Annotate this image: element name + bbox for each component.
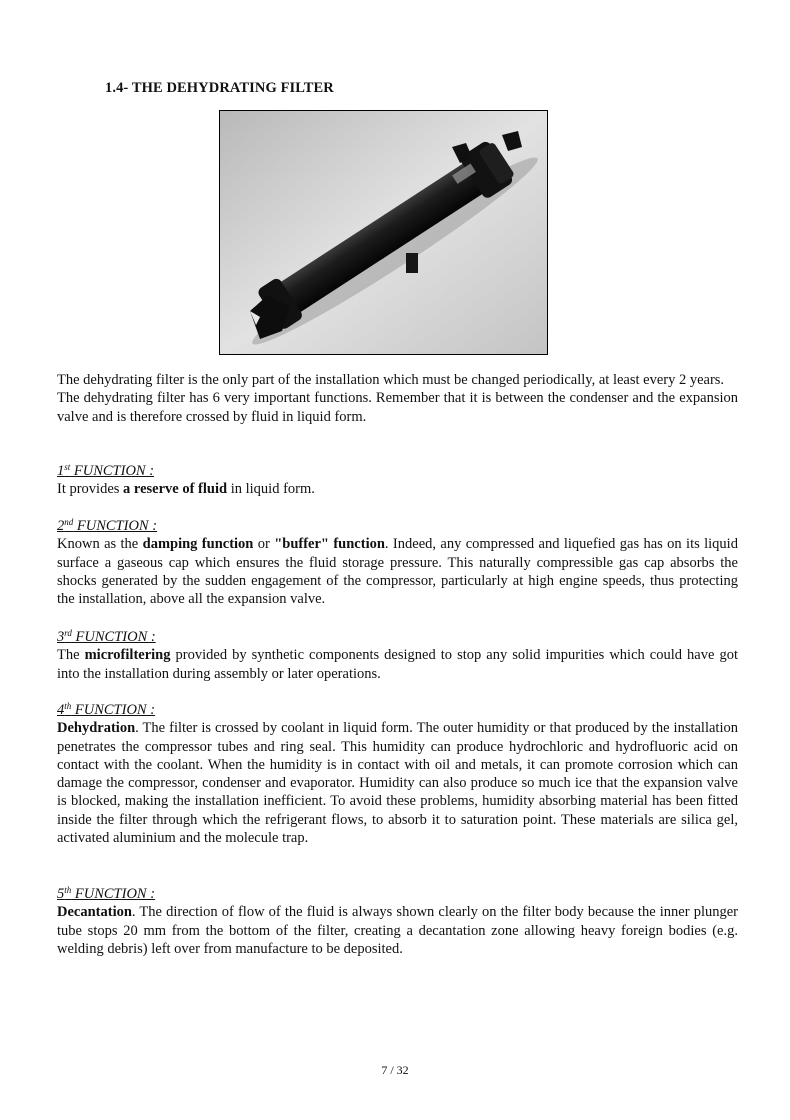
function-1-heading: 1st FUNCTION : — [57, 462, 155, 479]
function-1-text: It provides a reserve of fluid in liquid form. — [57, 481, 315, 498]
intro-text — [57, 371, 738, 426]
function-5-heading: 5th FUNCTION : — [57, 885, 156, 902]
function-5-block — [57, 868, 738, 958]
function-2-block — [57, 500, 738, 608]
dehydrating-filter-photo — [219, 110, 548, 355]
function-5-text: Decantation. The direction of flow of the fluid is always shown clearly on the filter body because the inner plunger tube stops 20 mm from the bottom of the filter, creating a decantation zone allowing heavy foreign bodies (e.g. welding debris) left over from manufacture to be deposited. — [57, 904, 738, 957]
intro-paragraph-2: The dehydrating filter has 6 very important functions. Remember that it is between the condenser and the expansion valve and is therefore crossed by fluid in liquid form. — [57, 390, 738, 425]
function-3-block — [57, 611, 738, 683]
function-4-text: Dehydration. The filter is crossed by coolant in liquid form. The outer humidity or that produced by the installation penetrates the compressor tubes and ring seal. This humidity can produce hydrochloric and hydrofluoric acid on contact with the coolant. When the humidity is in contact with oil and metals, it can promote corrosion which can damage the compressor, condenser and evaporator. Humidity can also produce so much ice that the expansion valve is blocked, making the installation inefficient. To avoid these problems, humidity absorbing material has been fitted inside the filter through which the refrigerant flows, to absorb it to saturation point. These materials are silica gel, activated aluminium and the molecule trap. — [57, 720, 738, 847]
intro-paragraph-1: The dehydrating filter is the only part of the installation which must be changed periodically, at least every 2 years. — [57, 372, 725, 388]
function-3-text: The microfiltering provided by synthetic components designed to stop any solid impurities which could have got into the installation during assembly or later operations. — [57, 647, 738, 682]
function-2-text: Known as the damping function or "buffer" function. Indeed, any compressed and liquefied gas has on its liquid surface a gaseous cap which ensures the fluid storage pressure. This naturally compressible gas cap absorbs the shocks generated by the sudden engagement of the compressor, particularly at high engine speeds, thus protecting the installation, above all the expansion valve. — [57, 536, 738, 608]
function-3-heading: 3rd FUNCTION : — [57, 628, 156, 645]
section-title: 1.4- THE DEHYDRATING FILTER — [105, 80, 334, 96]
function-4-heading: 4th FUNCTION : — [57, 701, 156, 718]
function-4-block — [57, 684, 738, 847]
function-2-heading: 2nd FUNCTION : — [57, 517, 158, 534]
filter-illustration — [220, 111, 547, 354]
function-1-block — [57, 445, 738, 499]
page-number: 7 / 32 — [381, 1063, 409, 1077]
